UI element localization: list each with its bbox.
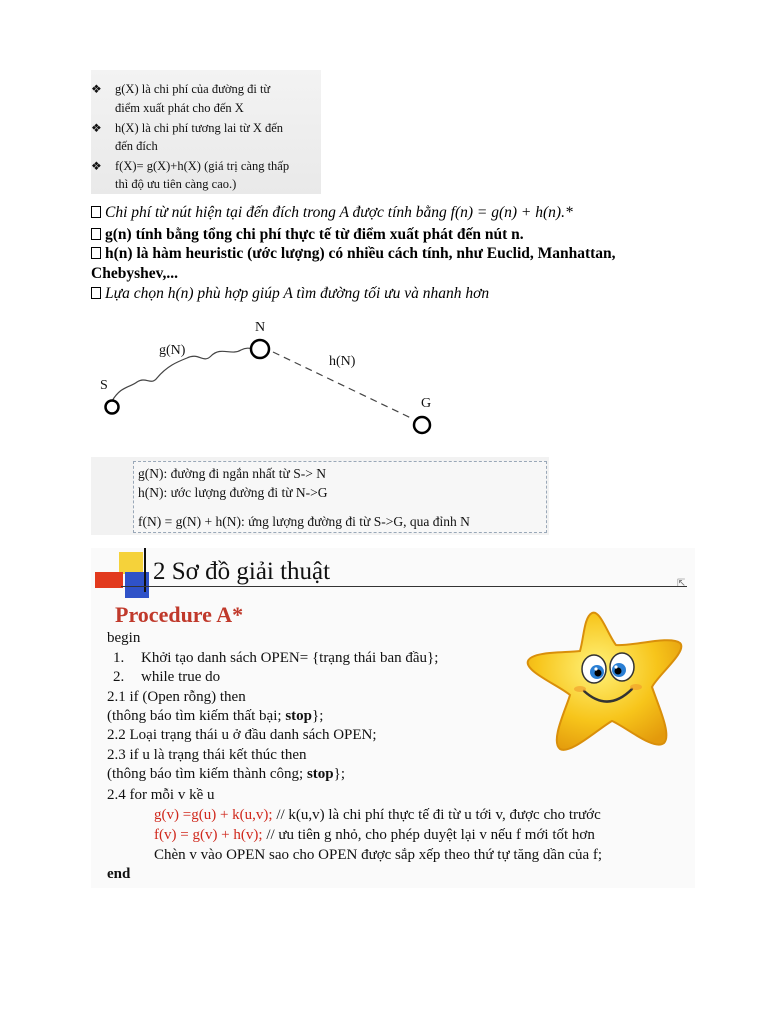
legend-frame (133, 461, 547, 533)
cursor-icon: ⇱ (677, 578, 686, 589)
deco-yellow-square (119, 552, 143, 574)
missing-glyph-icon (91, 206, 101, 218)
node-n (251, 340, 269, 358)
code-2-4: 2.4 for mỗi v kề u (107, 787, 215, 803)
missing-glyph-icon (91, 247, 101, 259)
code-2-2: 2.2 Loại trạng thái u ở đầu danh sách OPEN; (107, 727, 377, 743)
node-s (106, 401, 119, 414)
label-s: S (100, 378, 108, 393)
procedure-title: Procedure A* (115, 602, 244, 627)
paragraph-hn-cont: Chebyshev,... (91, 265, 178, 282)
code-step2-num: 2. (113, 669, 125, 685)
code-step1-num: 1. (113, 650, 125, 666)
bullet-g-line2: điểm xuất phát cho đến X (115, 101, 244, 115)
legend-image (91, 457, 549, 535)
bullet-f: ❖ f(X)= g(X)+h(X) (giá trị càng thấp (91, 157, 321, 176)
diamond-bullet-icon: ❖ (91, 82, 102, 96)
label-n: N (255, 320, 266, 335)
deco-red-square (95, 572, 123, 588)
star-mascot-icon (520, 605, 696, 759)
code-insert: Chèn v vào OPEN sao cho OPEN được sắp xếp theo thứ tự tăng dần của f; (154, 847, 603, 863)
legend-line-hn: h(N): ước lượng đường đi từ N->G (138, 485, 328, 500)
title-underline (121, 586, 687, 587)
diamond-bullet-icon: ❖ (91, 159, 102, 173)
paragraph-choose-h: Lựa chọn h(n) phù hợp giúp A tìm đường tối ưu và nhanh hơn (91, 285, 489, 303)
code-2-1: 2.1 if (Open rỗng) then (107, 689, 246, 705)
missing-glyph-icon (91, 287, 101, 299)
diamond-bullet-icon: ❖ (91, 121, 102, 135)
node-g (414, 417, 430, 433)
definition-image (91, 70, 321, 194)
paragraph-hn: h(n) là hàm heuristic (ước lượng) có nhiều cách tính, như Euclid, Manhattan, (91, 245, 616, 263)
missing-glyph-icon (91, 228, 101, 240)
code-step2: while true do (141, 669, 221, 685)
bullet-g: ❖ g(X) là chi phí của đường đi từ (91, 80, 321, 99)
legend-line-gn: g(N): đường đi ngắn nhất từ S-> N (138, 466, 326, 481)
code-step1: Khởi tạo danh sách OPEN= {trạng thái ban đầu}; (141, 650, 439, 666)
label-g: G (421, 396, 432, 411)
label-hn: h(N) (329, 354, 356, 369)
code-fv: f(v) = g(v) + h(v); // ưu tiên g nhỏ, cho phép duyệt lại v nếu f mới tốt hơn (154, 827, 595, 843)
bullet-h-line2: đến đích (115, 139, 158, 153)
path-diagram (91, 316, 461, 448)
label-gn: g(N) (159, 343, 186, 358)
code-2-3-msg: (thông báo tìm kiếm thành công; stop}; (107, 766, 346, 782)
code-2-3: 2.3 if u là trạng thái kết thúc then (107, 747, 307, 763)
code-begin: begin (107, 630, 141, 646)
code-end: end (107, 866, 131, 882)
code-gv: g(v) =g(u) + k(u,v); // k(u,v) là chi phí thực tế đi từ u tới v, được cho trước (154, 807, 601, 823)
code-2-1-msg: (thông báo tìm kiếm thất bại; stop}; (107, 708, 324, 724)
bullet-h: ❖ h(X) là chi phí tương lai từ X đến (91, 119, 321, 138)
gn-path (112, 348, 260, 401)
slide-title: 2 Sơ đồ giải thuật (153, 558, 331, 585)
legend-line-fn: f(N) = g(N) + h(N): ứng lượng đường đi từ S->G, qua đỉnh N (138, 514, 470, 529)
bullet-f-line2: thì độ ưu tiên càng cao.) (115, 177, 237, 191)
paragraph-fn: Chi phí từ nút hiện tại đến đích trong A được tính bằng f(n) = g(n) + h(n).* (91, 204, 573, 222)
paragraph-gn: g(n) tính bằng tổng chi phí thực tế từ điểm xuất phát đến nút n. (91, 226, 524, 244)
